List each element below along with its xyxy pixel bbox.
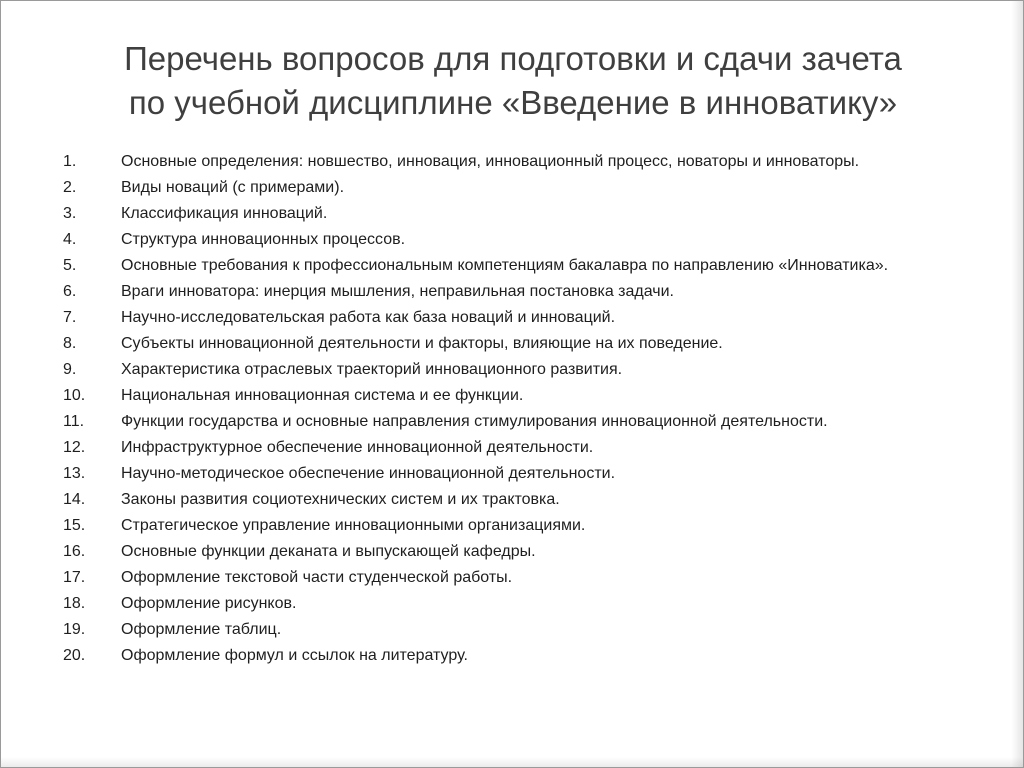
list-item (63, 255, 923, 276)
item-text: Субъекты инновационной деятельности и факторы, влияющие на их поведение. (121, 335, 723, 352)
slide-shadow-bottom (1, 757, 1023, 767)
item-text: Основные определения: новшество, инновация, инновационный процесс, новаторы и инноваторы. (121, 153, 860, 170)
item-text: Инфраструктурное обеспечение инновационной деятельности. (121, 439, 594, 456)
item-number: 15. (63, 517, 86, 534)
list-item (63, 307, 923, 328)
list-item (63, 515, 923, 536)
item-number: 19. (63, 621, 86, 638)
list-item (63, 567, 923, 588)
item-text: Классификация инноваций. (121, 205, 328, 222)
item-text: Основные требования к профессиональным компетенциям бакалавра по направлению «Инноватика». (121, 257, 889, 274)
item-text: Оформление рисунков. (121, 595, 297, 612)
item-number: 7. (63, 309, 77, 326)
item-number: 6. (63, 283, 77, 300)
slide-shadow-right (1011, 1, 1023, 767)
item-text: Враги инноватора: инерция мышления, неправильная постановка задачи. (121, 283, 674, 300)
item-number: 13. (63, 465, 86, 482)
item-number: 8. (63, 335, 77, 352)
list-item (63, 489, 923, 510)
item-text: Характеристика отраслевых траекторий инновационного развития. (121, 361, 623, 378)
list-item (63, 463, 923, 484)
item-number: 14. (63, 491, 86, 508)
list-item (63, 281, 923, 302)
item-text: Функции государства и основные направления стимулирования инновационной деятельности. (121, 413, 828, 430)
title-line-1: Перечень вопросов для подготовки и сдачи зачета (124, 40, 902, 77)
item-text: Основные функции деканата и выпускающей кафедры. (121, 543, 536, 560)
list-item (63, 541, 923, 562)
item-text: Оформление текстовой части студенческой работы. (121, 569, 513, 586)
item-text: Стратегическое управление инновационными организациями. (121, 517, 586, 534)
list-item (63, 177, 923, 198)
item-text: Виды новаций (с примерами). (121, 179, 345, 196)
item-text: Научно-методическое обеспечение инновационной деятельности. (121, 465, 616, 482)
page-title (41, 37, 985, 125)
item-text: Законы развития социотехнических систем и их трактовка. (121, 491, 560, 508)
list-item (63, 151, 923, 172)
item-number: 4. (63, 231, 77, 248)
item-number: 20. (63, 647, 86, 664)
list-item (63, 203, 923, 224)
list-item (63, 619, 923, 640)
list-item (63, 385, 923, 406)
item-text: Структура инновационных процессов. (121, 231, 406, 248)
list-item (63, 411, 923, 432)
item-number: 1. (63, 153, 77, 170)
title-line-2: по учебной дисциплине «Введение в инноватику» (128, 84, 898, 121)
item-text: Научно-исследовательская работа как база новаций и инноваций. (121, 309, 616, 326)
list-item (63, 593, 923, 614)
item-number: 16. (63, 543, 86, 560)
item-number: 3. (63, 205, 77, 222)
item-number: 18. (63, 595, 86, 612)
item-number: 11. (63, 413, 85, 430)
list-item (63, 437, 923, 458)
item-text: Оформление таблиц. (121, 621, 282, 638)
item-text: Национальная инновационная система и ее функции. (121, 387, 524, 404)
list-item (63, 229, 923, 250)
item-number: 10. (63, 387, 86, 404)
item-number: 5. (63, 257, 77, 274)
item-number: 9. (63, 361, 77, 378)
item-number: 2. (63, 179, 77, 196)
list-item (63, 333, 923, 354)
item-number: 17. (63, 569, 86, 586)
list-item (63, 359, 923, 380)
item-text: Оформление формул и ссылок на литературу. (121, 647, 468, 664)
list-item (63, 645, 923, 666)
item-number: 12. (63, 439, 86, 456)
questions-list (63, 151, 923, 671)
